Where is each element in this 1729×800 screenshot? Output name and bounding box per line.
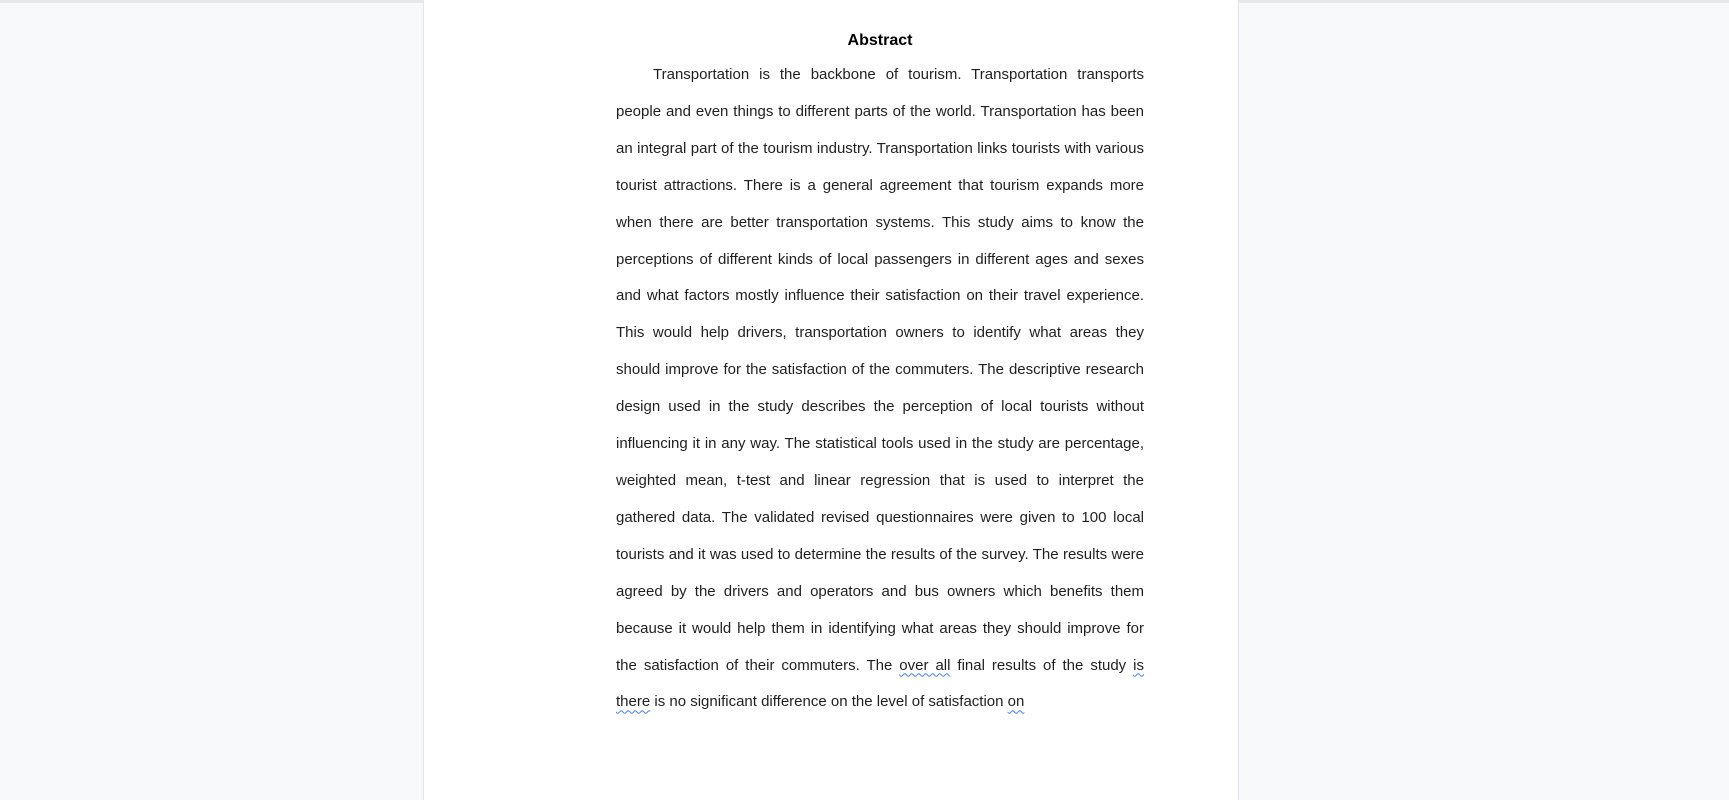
grammar-flag-is-there[interactable]: is there	[616, 656, 1144, 711]
abstract-heading: Abstract	[847, 32, 913, 49]
abstract-paragraph[interactable]	[616, 57, 1144, 721]
abstract-text: final results of the study	[950, 656, 1134, 674]
abstract-text: is no significant difference on the level of satisfaction	[650, 693, 1008, 711]
document-page[interactable]	[423, 0, 1239, 800]
grammar-flag-on[interactable]: on	[1007, 693, 1025, 711]
page-content	[616, 30, 1144, 721]
abstract-text: Transportation is the backbone of tourism. Transportation transports people and even things to different parts of the world. Transportation has been an integral part of the tourism industry. Transportation links tourists with various tourist attractions. There is a general agreement that tourism expands more when there are better transportation systems. This study aims to know the perceptions of different kinds of local passengers in different ages and sexes and what factors mostly influence their satisfaction on their travel experience. This would help drivers, transportation owners to identify what areas they should improve for the satisfaction of the commuters. The descriptive research design used in the study describes the perception of local tourists without influencing it in any way. The statistical tools used in the study are percentage, weighted mean, t-test and linear regression that is used to interpret the gathered data. The validated revised questionnaires were given to 100 local tourists and it was used to determine the results of the survey. The results were agreed by the drivers and operators and bus owners which benefits them because it would help them in identifying what areas they should improve for the satisfaction of their commuters. The	[616, 66, 1144, 674]
grammar-flag-over-all[interactable]: over all	[899, 656, 951, 674]
